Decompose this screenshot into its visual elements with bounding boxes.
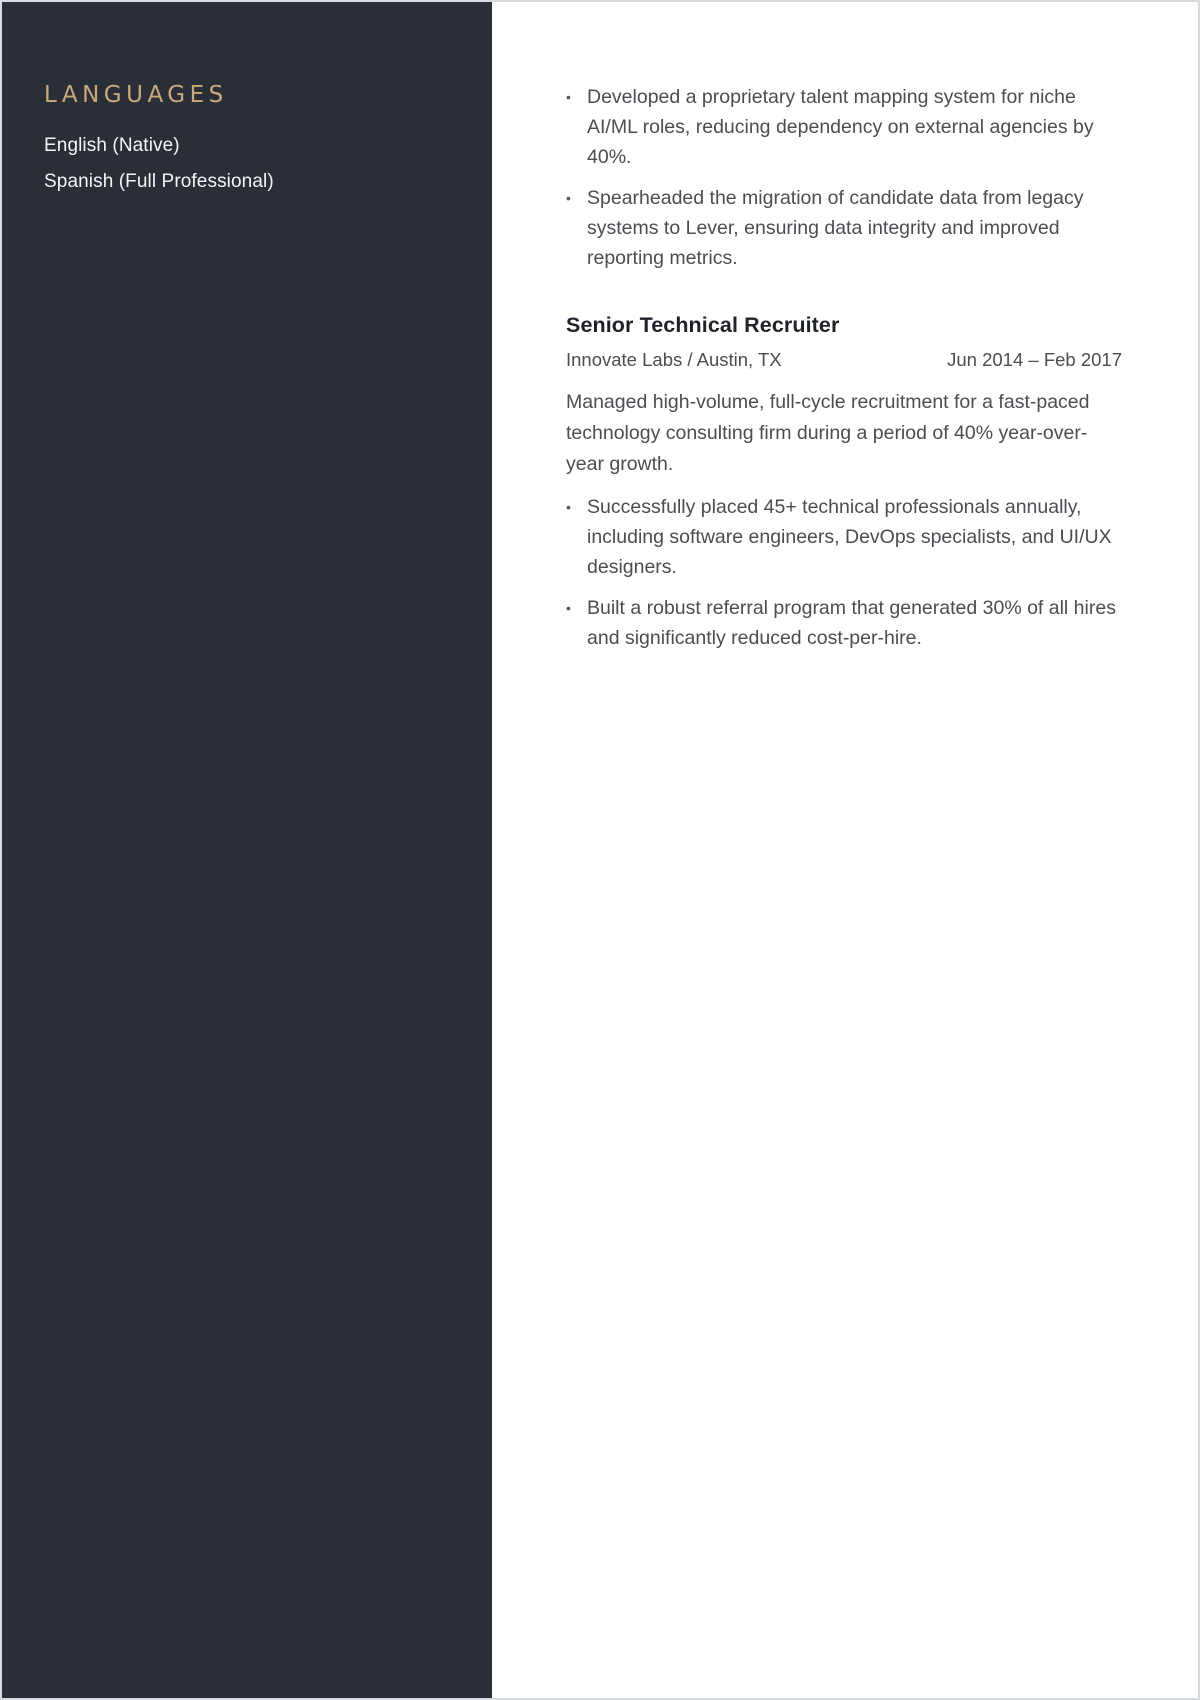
languages-heading: LANGUAGES <box>44 82 228 108</box>
bullet-talent-mapping: • Developed a proprietary talent mapping system for niche AI/ML roles, reducing dependency on external agencies by 40%. <box>566 82 1122 172</box>
languages-section <box>44 82 450 200</box>
language-english: English (Native) <box>44 134 180 156</box>
role-meta <box>566 349 1122 371</box>
role-title: Senior Technical Recruiter <box>566 313 840 337</box>
previous-role-bullets <box>566 82 1122 273</box>
bullet-lever-migration: • Spearheaded the migration of candidate data from legacy systems to Lever, ensuring data integrity and improved reporting metrics. <box>566 183 1122 273</box>
company-location: Innovate Labs / Austin, TX <box>566 348 782 370</box>
employment-dates: Jun 2014 – Feb 2017 <box>947 348 1122 370</box>
resume-main-content <box>492 2 1198 1698</box>
bullet-technical-placements: • Successfully placed 45+ technical professionals annually, including software engineers, DevOps specialists, and UI/UX designers. <box>566 492 1122 582</box>
language-spanish: Spanish (Full Professional) <box>44 170 274 192</box>
role-summary: Managed high-volume, full-cycle recruitment for a fast-paced technology consulting firm during a period of 40% year-over-year growth. <box>566 390 1090 475</box>
role-bullets <box>566 492 1122 653</box>
languages-list <box>44 128 450 200</box>
bullet-referral-program: • Built a robust referral program that generated 30% of all hires and significantly reduced cost-per-hire. <box>566 593 1122 653</box>
experience-entry <box>566 313 1122 653</box>
resume-sidebar <box>2 2 492 1698</box>
